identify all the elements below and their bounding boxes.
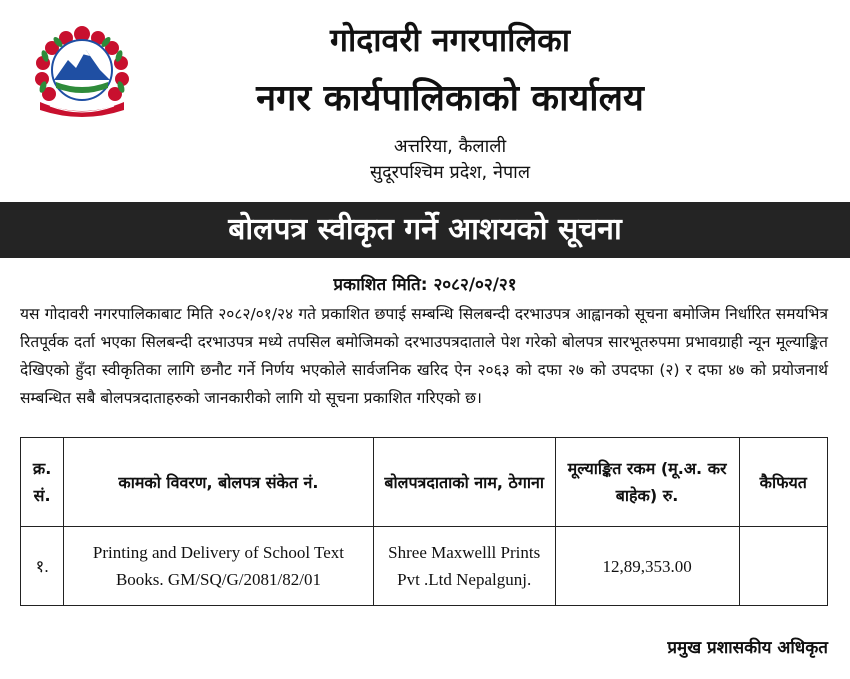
office-name: नगर कार्यपालिकाको कार्यालय: [256, 78, 644, 119]
signatory-title: प्रमुख प्रशासकीय अधिकृत: [667, 638, 828, 658]
notice-title-banner: [0, 202, 850, 258]
header-bidder: बोलपत्रदाताको नाम, ठेगाना: [373, 438, 555, 527]
table-header-row: [21, 438, 828, 527]
cell-amount: 12,89,353.00: [555, 527, 739, 606]
published-date: प्रकाशित मिति: २०८२/०२/२१: [333, 275, 517, 295]
table-row: [21, 527, 828, 606]
address-line-1: अत्तरिया, कैलाली: [393, 136, 507, 157]
cell-bidder: Shree Maxwelll Prints Pvt .Ltd Nepalgunj.: [373, 527, 555, 606]
municipality-name: गोदावरी नगरपालिका: [329, 21, 571, 59]
notice-title: बोलपत्र स्वीकृत गर्ने आशयको सूचना: [228, 212, 622, 247]
header-description: कामको विवरण, बोलपत्र संकेत नं.: [64, 438, 374, 527]
award-table: [20, 437, 828, 606]
cell-description: Printing and Delivery of School Text Books. GM/SQ/G/2081/82/01: [64, 527, 374, 606]
address-line-2: सुदूरपश्चिम प्रदेश, नेपाल: [369, 162, 531, 183]
nepal-government-emblem-icon: [30, 20, 134, 120]
cell-remarks: [739, 527, 827, 606]
header-sn: क्र. सं.: [21, 438, 64, 527]
header-amount: मूल्याङ्कित रकम (मू.अ. कर बाहेक) रु.: [555, 438, 739, 527]
notice-body: यस गोदावरी नगरपालिकाबाट मिति २०८२/०१/२४ गते प्रकाशित छपाई सम्बन्धि सिलबन्दी दरभाउपत्र आह्वानको सूचना बमोजिम निर्धारित समयभित्र रितपूर्वक दर्ता भएका सिलबन्दी दरभाउपत्र मध्ये तपसिल बमोजिमको दरभाउपत्रदाताले पेश गरेको बोलपत्र सारभूतरुपमा प्रभावग्राही न्यून मूल्याङ्कित देखिएको हुँदा स्वीकृतिका लागि छनौट गर्ने निर्णय भएकोले सार्वजनिक खरिद ऐन २०६३ को दफा २७ को उपदफा (२) र दफा ४७ को प्रयोजनार्थ सम्बन्धित सबै बोलपत्रदाताहरुको जानकारीको लागि यो सूचना प्रकाशित गरिएको छ।: [20, 305, 828, 407]
header-remarks: कैफियत: [739, 438, 827, 527]
cell-sn: १.: [21, 527, 64, 606]
